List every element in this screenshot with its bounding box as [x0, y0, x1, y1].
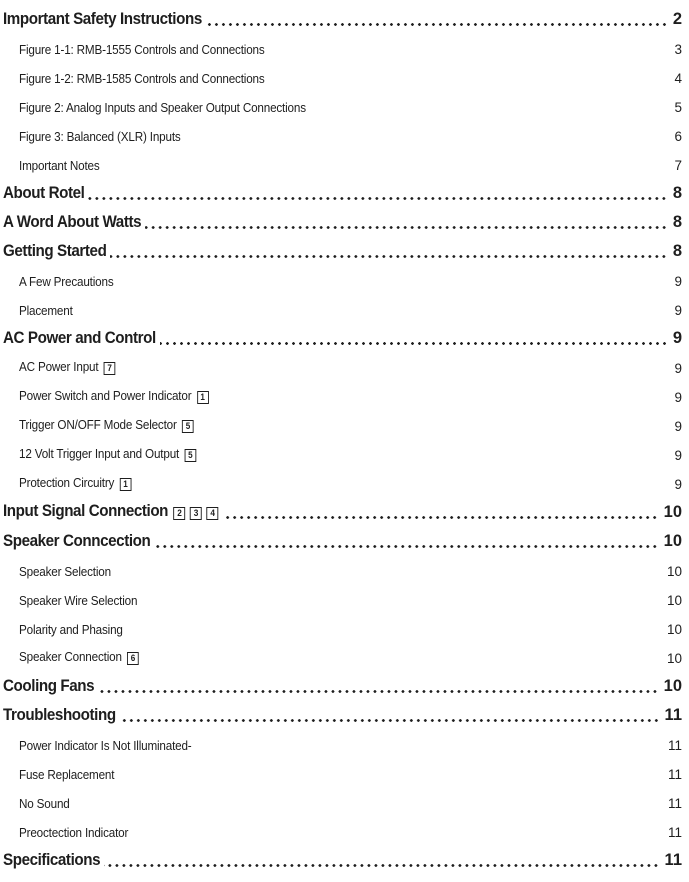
toc-entry-minor[interactable] — [0, 262, 689, 292]
toc-entry-minor[interactable] — [0, 639, 689, 669]
toc-entry-major[interactable] — [0, 204, 689, 234]
toc-page-number: 11 — [667, 737, 682, 753]
toc-entry-label — [3, 214, 141, 231]
toc-page-number: 8 — [672, 241, 682, 260]
toc-entry-major[interactable] — [0, 668, 689, 698]
toc-entry-title: Power Indicator Is Not Illuminated- — [19, 738, 192, 753]
toc-page-number: 10 — [666, 621, 682, 637]
toc-entry-label — [19, 304, 73, 317]
toc-page-number: 3 — [674, 41, 682, 57]
toc-entry-label — [19, 101, 306, 114]
toc-entry-label — [3, 707, 116, 724]
toc-page-number: 9 — [674, 418, 682, 434]
toc-entry-label — [3, 533, 150, 550]
toc-entry-label — [19, 447, 198, 462]
toc-entry-major[interactable] — [0, 494, 689, 524]
toc-page-number: 9 — [674, 302, 682, 318]
toc-entry-label — [3, 243, 106, 260]
toc-entry-title: Input Signal Connection — [3, 502, 169, 520]
toc-entry-minor[interactable] — [0, 755, 689, 785]
toc-entry-title: Getting Started — [3, 241, 107, 260]
toc-entry-title: Trigger ON/OFF Mode Selector — [19, 417, 177, 432]
toc-entry-label — [19, 565, 111, 578]
toc-entry-label — [19, 159, 100, 172]
toc-page-number: 9 — [674, 476, 682, 492]
toc-entry-minor[interactable] — [0, 610, 689, 640]
toc-entry-title: Important Notes — [19, 158, 100, 173]
toc-page-number: 4 — [674, 70, 682, 86]
toc-page-number: 11 — [667, 766, 682, 782]
toc-entry-title: About Rotel — [3, 183, 85, 202]
toc-entry-title: Figure 1-1: RMB-1555 Controls and Connections — [19, 42, 265, 57]
toc-entry-minor[interactable] — [0, 291, 689, 321]
toc-entry-title: Specifications — [3, 850, 101, 869]
toc-page-number: 9 — [674, 360, 682, 376]
toc-entry-minor[interactable] — [0, 88, 689, 118]
toc-entry-title: AC Power Input — [19, 359, 99, 374]
toc-entry-label — [19, 739, 192, 752]
toc-page-number: 5 — [674, 99, 682, 115]
toc-page-number: 2 — [672, 9, 682, 28]
toc-entry-title: Speaker Selection — [19, 564, 111, 579]
toc-entry-minor[interactable] — [0, 581, 689, 611]
toc-entry-label — [19, 360, 117, 375]
toc-entry-major[interactable] — [0, 175, 689, 205]
toc-entry-minor[interactable] — [0, 465, 689, 495]
callout-number-icon: 5 — [182, 420, 194, 433]
toc-entry-minor[interactable] — [0, 552, 689, 582]
dot-leader — [98, 690, 658, 693]
toc-entry-title: A Word About Watts — [3, 212, 142, 231]
toc-entry-label — [19, 797, 70, 810]
callout-number-icon: 7 — [104, 362, 116, 375]
dot-leader — [110, 255, 667, 258]
toc-page-number: 8 — [672, 212, 682, 231]
toc-entry-label — [19, 130, 181, 143]
toc-entry-minor[interactable] — [0, 436, 689, 466]
toc-page-number: 10 — [663, 531, 682, 550]
toc-entry-title: Figure 2: Analog Inputs and Speaker Output Connections — [19, 100, 306, 115]
toc-page-number: 7 — [674, 157, 682, 173]
dot-leader — [120, 719, 660, 722]
toc-entry-label — [19, 418, 196, 433]
toc-entry-label — [19, 623, 123, 636]
toc-entry-label — [3, 852, 100, 869]
toc-entry-minor[interactable] — [0, 30, 689, 60]
toc-entry-label — [19, 650, 141, 665]
toc-entry-title: A Few Precautions — [19, 274, 114, 289]
toc-entry-title: Protection Circuitry — [19, 475, 115, 490]
toc-entry-title: Important Safety Instructions — [3, 9, 202, 28]
toc-page-number: 11 — [664, 850, 682, 869]
toc-page-number: 8 — [672, 183, 682, 202]
toc-page-number: 10 — [666, 650, 682, 666]
callout-number-icon: 6 — [127, 652, 139, 665]
toc-page-number: 11 — [667, 824, 682, 840]
toc-entry-title: Fuse Replacement — [19, 767, 115, 782]
toc-entry-label — [3, 185, 84, 202]
toc-entry-major[interactable] — [0, 233, 689, 263]
callout-number-icon: 2 — [174, 507, 186, 520]
dot-leader — [104, 864, 659, 867]
dot-leader — [88, 197, 667, 200]
toc-page-number: 6 — [674, 128, 682, 144]
toc-entry-major[interactable] — [0, 320, 689, 350]
toc-entry-minor[interactable] — [0, 813, 689, 843]
toc-entry-minor[interactable] — [0, 784, 689, 814]
toc-entry-label — [19, 275, 114, 288]
toc-page-number: 9 — [672, 328, 682, 347]
toc-entry-title: Speaker Wire Selection — [19, 593, 138, 608]
callout-number-icon: 3 — [190, 507, 202, 520]
toc-entry-label — [3, 330, 156, 347]
toc-entry-label — [19, 826, 128, 839]
callout-number-icon: 4 — [207, 507, 219, 520]
dot-leader — [145, 226, 668, 229]
toc-page-number: 9 — [674, 447, 682, 463]
toc-page-number: 11 — [664, 705, 682, 724]
toc-entry-minor[interactable] — [0, 726, 689, 756]
dot-leader — [154, 545, 658, 548]
toc-entry-title: AC Power and Control — [3, 328, 156, 347]
dot-leader — [224, 516, 658, 519]
toc-page-number: 10 — [663, 502, 682, 521]
toc-entry-title: Preoctection Indicator — [19, 825, 129, 840]
callout-number-icon: 1 — [197, 391, 209, 404]
toc-entry-major[interactable] — [0, 842, 689, 872]
toc-entry-minor[interactable] — [0, 146, 689, 176]
callout-number-icon: 1 — [120, 478, 132, 491]
toc-page-number: 10 — [663, 676, 682, 695]
toc-page-number: 9 — [674, 389, 682, 405]
toc-entry-title: Polarity and Phasing — [19, 622, 123, 637]
toc-entry-title: Cooling Fans — [3, 676, 95, 695]
dot-leader — [160, 342, 668, 345]
toc-entry-title: Speaker Connection — [19, 649, 122, 664]
toc-entry-label — [19, 43, 265, 56]
toc-entry-minor[interactable] — [0, 407, 689, 437]
toc-entry-title: Troubleshooting — [3, 705, 116, 724]
toc-entry-minor[interactable] — [0, 117, 689, 147]
toc-entry-label — [3, 678, 94, 695]
toc-entry-label — [3, 503, 220, 520]
toc-entry-minor[interactable] — [0, 349, 689, 379]
toc-entry-major[interactable] — [0, 523, 689, 553]
toc-entry-label — [19, 768, 114, 781]
toc-entry-minor[interactable] — [0, 378, 689, 408]
toc-entry-minor[interactable] — [0, 59, 689, 89]
toc-entry-label — [19, 72, 265, 85]
toc-page-number: 11 — [667, 795, 682, 811]
toc-entry-label — [19, 594, 137, 607]
toc-page-number: 9 — [674, 273, 682, 289]
toc-entry-title: Power Switch and Power Indicator — [19, 388, 192, 403]
toc-entry-title: Figure 1-2: RMB-1585 Controls and Connections — [19, 71, 265, 86]
toc-entry-label — [3, 11, 202, 28]
toc-entry-title: No Sound — [19, 796, 70, 811]
toc-page-number: 10 — [666, 592, 682, 608]
dot-leader — [206, 23, 668, 26]
toc-entry-major[interactable] — [0, 697, 689, 727]
toc-entry-label — [19, 389, 210, 404]
toc-entry-title: Placement — [19, 303, 73, 318]
toc-entry-title: 12 Volt Trigger Input and Output — [19, 446, 180, 461]
callout-number-icon: 5 — [185, 449, 197, 462]
toc-entry-title: Figure 3: Balanced (XLR) Inputs — [19, 129, 181, 144]
toc-page-number: 10 — [666, 563, 682, 579]
toc-entry-major[interactable] — [0, 1, 689, 31]
toc-entry-label — [19, 476, 133, 491]
toc-entry-title: Speaker Conncection — [3, 531, 151, 550]
